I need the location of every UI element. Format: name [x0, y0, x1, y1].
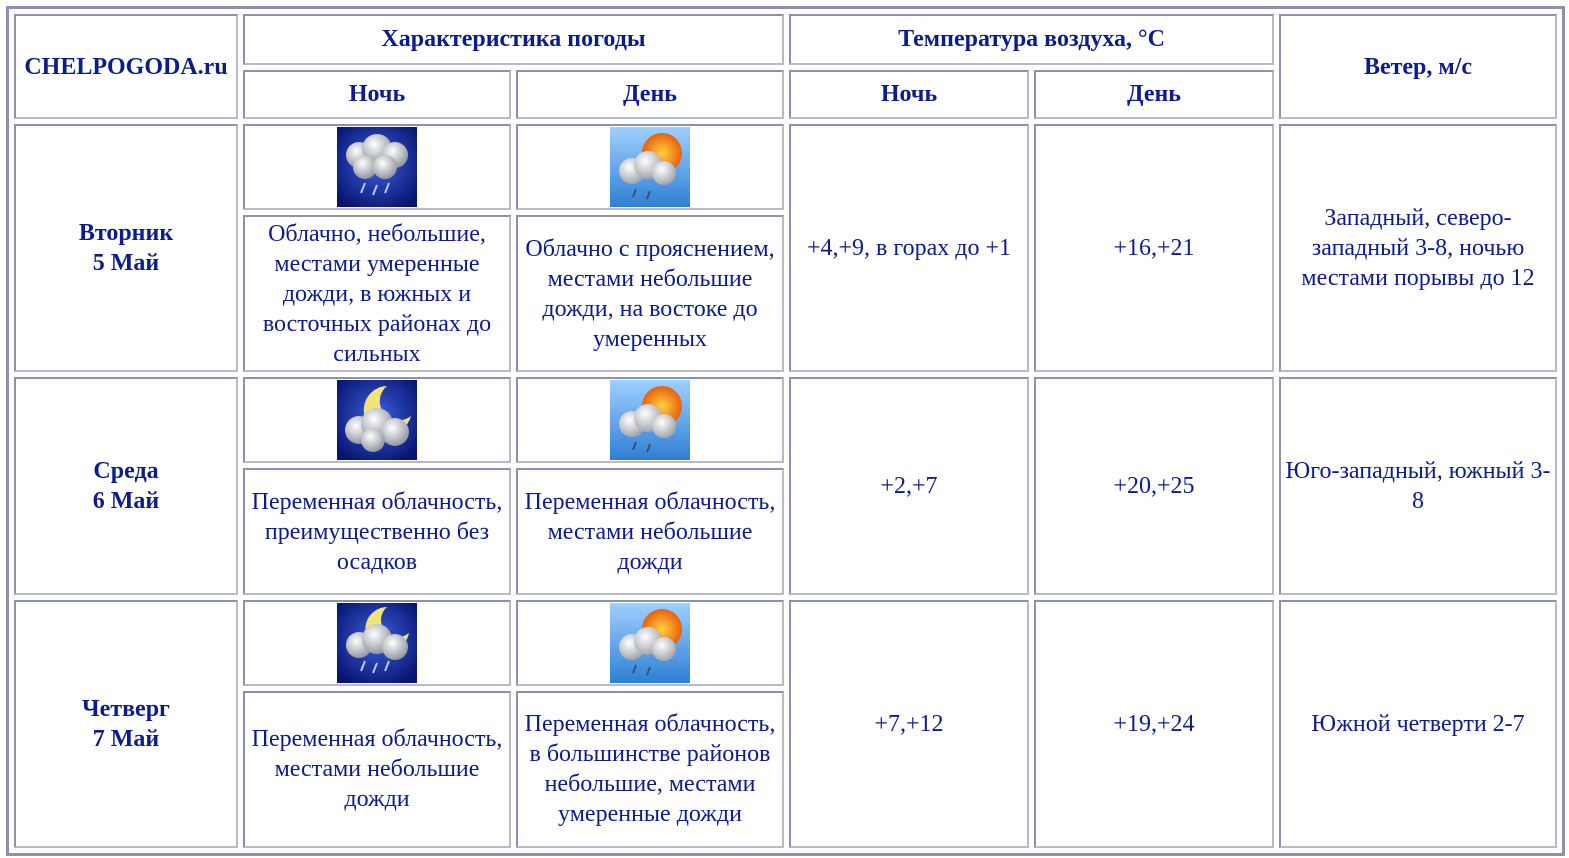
temp-night-header: Ночь	[789, 70, 1029, 120]
night-description: Переменная облачность, местами небольшие дожди	[243, 691, 511, 848]
night-icon-cell	[243, 377, 511, 463]
day-label	[14, 377, 238, 595]
temp-night-value: +2,+7	[789, 377, 1029, 595]
weather-characteristic-header: Характеристика погоды	[243, 14, 784, 65]
day-label	[14, 124, 238, 372]
weekday: Вторник	[78, 220, 174, 247]
day-description: Переменная облачность, местами небольшие дожди	[516, 468, 784, 595]
temp-day-value: +20,+25	[1034, 377, 1274, 595]
temp-day-value: +19,+24	[1034, 600, 1274, 848]
temp-day-header: День	[1034, 70, 1274, 120]
wind-value: Юго-западный, южный 3-8	[1279, 377, 1557, 595]
day-description: Переменная облачность, в большинстве районов небольшие, местами умеренные дожди	[516, 691, 784, 848]
weekday: Среда	[93, 458, 159, 485]
temp-night-value: +7,+12	[789, 600, 1029, 848]
night-description: Переменная облачность, преимущественно без осадков	[243, 468, 511, 595]
moon-cloud-rain-icon	[337, 603, 417, 683]
weather-day-header: День	[516, 70, 784, 120]
wind-header: Ветер, м/с	[1279, 14, 1557, 119]
date: 7 Май	[92, 725, 160, 752]
wind-value: Южной четверти 2-7	[1279, 600, 1557, 848]
sun-cloud-rain-icon	[610, 603, 690, 683]
night-description: Облачно, небольшие, местами умеренные дожди, в южных и восточных районах до сильных	[243, 215, 511, 372]
day-icon-cell	[516, 124, 784, 210]
site-logo-text: CHELPOGODA.ru	[14, 14, 238, 119]
weather-night-header: Ночь	[243, 70, 511, 120]
wind-value: Западный, северо-западный 3-8, ночью местами порывы до 12	[1279, 124, 1557, 372]
day-description: Облачно с прояснением, местами небольшие дожди, на востоке до умеренных	[516, 215, 784, 372]
air-temperature-header: Температура воздуха, °С	[789, 14, 1274, 65]
moon-cloud-icon	[337, 380, 417, 460]
temp-night-value: +4,+9, в горах до +1	[789, 124, 1029, 372]
cloud-rain-night-icon	[337, 127, 417, 207]
day-icon-cell	[516, 377, 784, 463]
temp-day-value: +16,+21	[1034, 124, 1274, 372]
day-label	[14, 600, 238, 848]
night-icon-cell	[243, 600, 511, 686]
day-icon-cell	[516, 600, 784, 686]
sun-cloud-rain-icon	[610, 380, 690, 460]
night-icon-cell	[243, 124, 511, 210]
weekday: Четверг	[82, 695, 170, 722]
sun-cloud-rain-icon	[610, 127, 690, 207]
weather-forecast-table	[6, 6, 1565, 856]
date: 6 Май	[92, 488, 160, 515]
date: 5 Май	[92, 250, 160, 277]
